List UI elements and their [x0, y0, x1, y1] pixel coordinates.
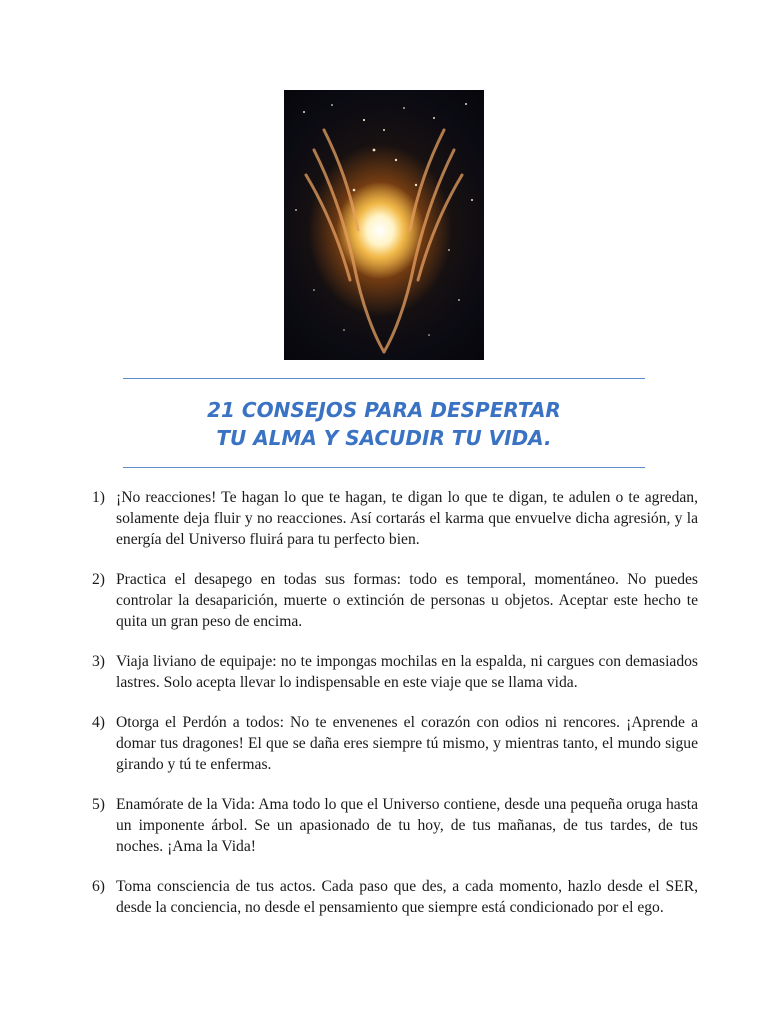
item-number: 1)	[92, 489, 105, 506]
item-text: Toma consciencia de tus actos. Cada paso que des, a cada momento, hazlo desde el SER, desde la conciencia, no desde el pensamiento que siempre está condicionado por el ego.	[116, 878, 698, 916]
item-number: 3)	[92, 653, 105, 670]
item-text: Otorga el Perdón a todos: No te envenenes el corazón con odios ni rencores. ¡Aprende a domar tus dragones! El que se daña eres siempre tú mismo, y mientras tanto, el mundo sigue girando y tú te enfermas.	[116, 714, 698, 773]
title-line-2: TU ALMA Y SACUDIR TU VIDA.	[216, 426, 552, 450]
item-number: 5)	[92, 796, 105, 813]
item-text: ¡No reacciones! Te hagan lo que te hagan, te digan lo que te digan, te adulen o te agredan, solamente deja fluir y no reacciones. Así cortarás el karma que envuelve dicha agresión, y la energía del Universo fluirá para tu perfecto bien.	[116, 489, 698, 548]
advice-list	[92, 487, 698, 937]
item-text: Enamórate de la Vida: Ama todo lo que el Universo contiene, desde una pequeña oruga hasta un imponente árbol. Se un apasionado de tu hoy, de tus mañanas, de tus tardes, de tus noches. ¡Ama la Vida!	[116, 796, 698, 855]
item-number: 6)	[92, 878, 105, 895]
item-text: Practica el desapego en todas sus formas: todo es temporal, momentáneo. No puedes controlar la desaparición, muerte o extinción de personas u objetos. Aceptar este hecho te quita un gran peso de encima.	[116, 571, 698, 630]
list-item	[92, 712, 698, 775]
list-item	[92, 569, 698, 632]
list-item	[92, 876, 698, 918]
item-number: 2)	[92, 571, 105, 588]
list-item	[92, 794, 698, 857]
list-item	[92, 487, 698, 550]
glowing-hands-image	[284, 90, 484, 360]
top-divider	[123, 378, 645, 379]
list-item	[92, 651, 698, 693]
item-text: Viaja liviano de equipaje: no te impongas mochilas en la espalda, ni cargues con demasiados lastres. Solo acepta llevar lo indispensable en este viaje que se llama vida.	[116, 653, 698, 691]
item-number: 4)	[92, 714, 105, 731]
hands-illustration	[284, 90, 484, 360]
bottom-divider	[123, 467, 645, 468]
document-title	[123, 396, 645, 452]
title-line-1: 21 CONSEJOS PARA DESPERTAR	[207, 398, 561, 422]
